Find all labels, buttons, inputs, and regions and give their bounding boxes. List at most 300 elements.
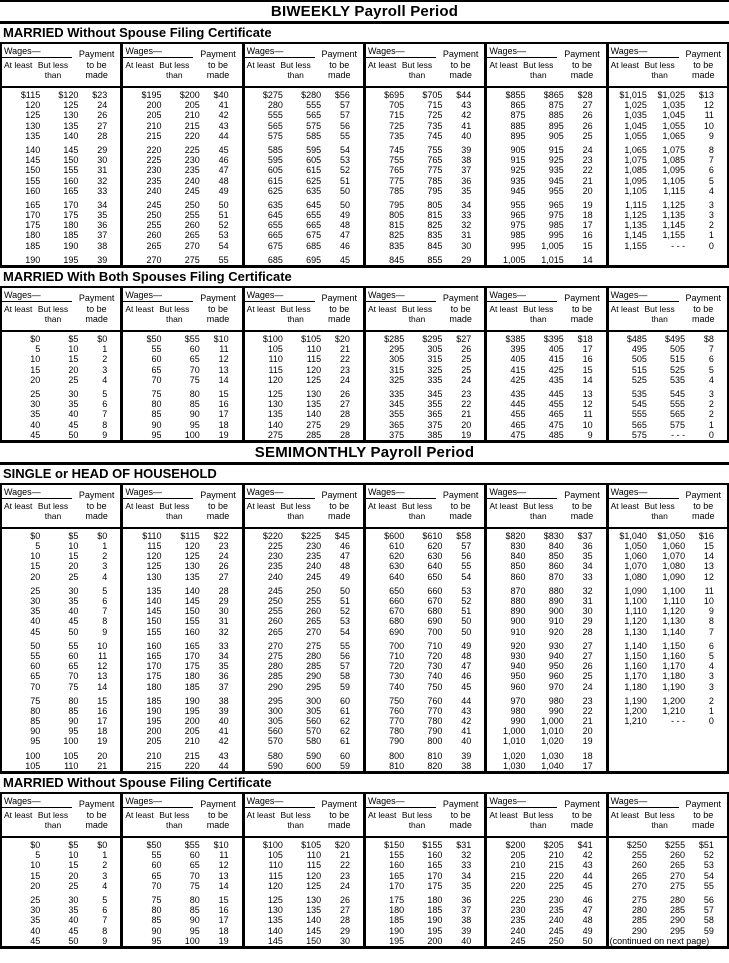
at-least-value: 220 xyxy=(510,880,526,891)
payment-value: 24 xyxy=(339,374,350,385)
payment-value: $13 xyxy=(698,90,714,100)
at-least-value: 85 xyxy=(30,716,41,727)
but-less-value: 1,005 xyxy=(541,240,564,251)
payment-value: 36 xyxy=(582,541,593,552)
payment-value: 29 xyxy=(218,596,229,606)
at-least-value: 1,130 xyxy=(624,626,647,637)
payment-value: 29 xyxy=(339,925,350,936)
wages-header: Wages— xyxy=(2,794,72,808)
wages-header: Wages— xyxy=(487,794,557,808)
at-least-value: 920 xyxy=(510,640,526,651)
at-least-value: 15 xyxy=(30,561,41,572)
at-least-value: 555 xyxy=(631,409,647,420)
but-less-value: 1,160 xyxy=(662,650,686,661)
at-least-value: 265 xyxy=(631,870,647,881)
wage-row xyxy=(123,241,241,251)
at-least-header: At least xyxy=(489,304,518,314)
at-least-header: At least xyxy=(125,810,154,820)
but-less-value: 925 xyxy=(548,155,564,166)
at-least-value: $110 xyxy=(142,530,162,541)
but-less-value: 750 xyxy=(427,681,443,692)
wage-row xyxy=(487,165,605,175)
wage-column-group xyxy=(366,44,487,265)
but-less-value: 625 xyxy=(306,175,322,186)
wage-row xyxy=(366,572,484,582)
at-least-value: 190 xyxy=(389,925,405,936)
payment-value: 30 xyxy=(461,240,472,251)
payment-value: 0 xyxy=(708,716,714,727)
at-least-value: 720 xyxy=(389,661,405,672)
payment-value: 17 xyxy=(218,915,229,926)
column-group-header xyxy=(123,794,241,838)
but-less-value: 990 xyxy=(548,705,564,716)
but-less-value: 35 xyxy=(68,905,79,916)
but-less-value: 570 xyxy=(306,726,322,737)
at-least-value: 1,060 xyxy=(624,551,647,562)
at-least-value: 225 xyxy=(510,894,526,905)
at-least-value: 1,005 xyxy=(503,254,526,265)
but-less-value: 130 xyxy=(306,894,322,905)
payment-value: 45 xyxy=(461,681,472,692)
payment-value: 57 xyxy=(339,100,350,111)
wage-row xyxy=(609,186,727,196)
payment-value: 15 xyxy=(97,695,108,706)
wage-row xyxy=(2,751,120,761)
column-group-body xyxy=(123,88,241,265)
wage-row xyxy=(609,840,727,850)
but-less-value: 590 xyxy=(306,750,322,761)
wages-header: Wages— xyxy=(609,288,679,302)
but-less-value: 1,035 xyxy=(662,100,686,111)
at-least-value: 660 xyxy=(389,596,405,606)
payment-value: 26 xyxy=(461,344,472,355)
payment-value: 54 xyxy=(218,240,229,251)
at-least-value: 215 xyxy=(510,870,526,881)
but-less-value: 30 xyxy=(68,388,79,399)
but-less-value: 80 xyxy=(68,695,79,706)
but-less-value: 125 xyxy=(184,551,200,562)
payment-header: Payment to be made xyxy=(564,490,600,522)
at-least-value: 40 xyxy=(30,616,41,627)
payment-value: 11 xyxy=(97,650,108,661)
payment-value: 6 xyxy=(102,596,108,606)
but-less-value: 50 xyxy=(68,935,79,946)
payment-value: 7 xyxy=(102,606,108,617)
at-least-value: 160 xyxy=(146,640,162,651)
at-least-value: 935 xyxy=(510,175,526,186)
at-least-value: 275 xyxy=(267,650,283,661)
at-least-value: 95 xyxy=(151,935,162,946)
but-less-value: 525 xyxy=(670,364,686,375)
but-less-value: 515 xyxy=(670,354,686,365)
payment-value: 51 xyxy=(461,606,472,617)
payment-value: 19 xyxy=(218,429,229,440)
at-least-value: 1,075 xyxy=(624,155,647,166)
wage-row xyxy=(123,726,241,736)
wage-row xyxy=(366,761,484,771)
at-least-value: 85 xyxy=(151,409,162,420)
payment-value: 5 xyxy=(102,388,108,399)
column-group-body xyxy=(609,88,727,251)
at-least-value: 10 xyxy=(30,551,41,562)
at-least-value: 290 xyxy=(267,681,283,692)
but-less-value: 25 xyxy=(68,571,79,582)
but-less-value: 185 xyxy=(427,905,443,916)
at-least-value: 125 xyxy=(25,110,41,121)
at-least-value: 25 xyxy=(30,894,41,905)
wage-row xyxy=(366,840,484,850)
at-least-value: 250 xyxy=(267,596,283,606)
but-less-value: 135 xyxy=(306,905,322,916)
wage-row xyxy=(366,661,484,671)
at-least-value: 335 xyxy=(389,388,405,399)
but-less-value: 100 xyxy=(184,935,200,946)
column-group-header xyxy=(2,485,120,529)
payment-value: 13 xyxy=(582,388,593,399)
but-less-value: 1,030 xyxy=(541,750,564,761)
at-least-value: 115 xyxy=(268,870,283,881)
wage-row xyxy=(609,551,727,561)
wage-row xyxy=(487,389,605,399)
but-less-value: 645 xyxy=(306,199,322,210)
at-least-value: 950 xyxy=(510,671,526,682)
at-least-value: 270 xyxy=(146,254,162,265)
payment-value: 62 xyxy=(339,726,350,737)
payment-value: 44 xyxy=(461,695,472,706)
payment-value: 2 xyxy=(708,399,714,410)
but-less-value: 635 xyxy=(306,185,322,196)
at-least-value: 160 xyxy=(389,860,405,871)
wage-row xyxy=(2,200,120,210)
wage-row xyxy=(366,334,484,344)
but-less-value: $105 xyxy=(301,840,322,850)
payment-value: 50 xyxy=(461,616,472,627)
wage-row xyxy=(2,210,120,220)
payment-value: 42 xyxy=(218,110,229,121)
wage-row xyxy=(609,121,727,131)
wage-row xyxy=(487,606,605,616)
wage-row xyxy=(123,551,241,561)
at-least-value: 625 xyxy=(267,185,283,196)
but-less-value: 295 xyxy=(670,925,686,936)
at-least-value: 175 xyxy=(25,220,41,231)
payment-value: 18 xyxy=(97,726,108,737)
payment-value: 36 xyxy=(218,671,229,682)
wage-row xyxy=(245,375,363,385)
column-group-header xyxy=(245,485,363,529)
wage-row xyxy=(123,375,241,385)
at-least-value: 270 xyxy=(631,880,647,891)
wage-row xyxy=(2,100,120,110)
at-least-value: 1,210 xyxy=(624,716,647,727)
payment-value: $45 xyxy=(334,530,350,541)
wage-row xyxy=(2,696,120,706)
at-least-value: 120 xyxy=(146,551,162,562)
payment-value: 2 xyxy=(102,551,108,562)
but-less-value: 100 xyxy=(63,736,79,747)
wage-column-group xyxy=(609,794,729,946)
payment-value: 39 xyxy=(461,925,472,936)
payment-value: 24 xyxy=(582,681,593,692)
wage-row xyxy=(366,100,484,110)
payment-value: 7 xyxy=(708,155,714,166)
but-less-than-header: But less than xyxy=(37,810,69,830)
at-least-value: 1,100 xyxy=(624,596,647,606)
at-least-value: 760 xyxy=(389,705,405,716)
but-less-value: 20 xyxy=(68,561,79,572)
at-least-header: At least xyxy=(367,810,397,820)
at-least-value: $100 xyxy=(262,840,283,850)
payment-value: 10 xyxy=(97,640,108,651)
payment-value: 16 xyxy=(97,705,108,716)
payment-value: 21 xyxy=(339,850,350,861)
but-less-value: 960 xyxy=(548,671,564,682)
at-least-value: $200 xyxy=(505,840,526,850)
but-less-value: 200 xyxy=(427,935,443,946)
at-least-value: 880 xyxy=(510,596,526,606)
payment-value: 51 xyxy=(218,210,229,221)
at-least-value: 215 xyxy=(146,130,162,141)
wage-row xyxy=(245,661,363,671)
payment-value: $16 xyxy=(698,530,714,541)
but-less-value: 110 xyxy=(306,344,322,355)
but-less-value: 1,095 xyxy=(662,165,686,176)
but-less-value: 170 xyxy=(427,870,443,881)
wage-row xyxy=(245,409,363,419)
payment-value: 17 xyxy=(582,760,593,771)
at-least-value: 140 xyxy=(267,419,283,430)
payment-value: 22 xyxy=(582,165,593,176)
but-less-value: $610 xyxy=(422,530,443,541)
payment-value: 26 xyxy=(218,561,229,572)
payment-header: Payment to be made xyxy=(321,49,358,81)
wage-row xyxy=(2,860,120,870)
wage-table-0-1 xyxy=(0,288,729,443)
wage-row xyxy=(123,420,241,430)
wage-row xyxy=(2,936,120,946)
payment-value: 23 xyxy=(582,695,593,706)
at-least-value: 970 xyxy=(510,695,526,706)
but-less-value: 870 xyxy=(548,571,564,582)
payment-value: 48 xyxy=(339,220,350,231)
payment-value: 45 xyxy=(582,880,593,891)
but-less-value: 90 xyxy=(189,915,200,926)
but-less-value: 120 xyxy=(306,870,322,881)
at-least-value: $1,015 xyxy=(619,90,647,100)
but-less-value: 170 xyxy=(184,650,200,661)
payment-value: 34 xyxy=(461,199,472,210)
but-less-value: 1,135 xyxy=(662,210,686,221)
at-least-value: 245 xyxy=(267,585,283,596)
but-less-value: $115 xyxy=(180,530,200,541)
but-less-value: 250 xyxy=(184,199,200,210)
payment-value: 6 xyxy=(708,640,714,651)
wage-row xyxy=(487,616,605,626)
wage-row xyxy=(609,616,727,626)
wage-row xyxy=(2,736,120,746)
but-less-value: 65 xyxy=(189,354,200,365)
wage-row xyxy=(366,682,484,692)
but-less-than-header: But less than xyxy=(159,60,190,80)
but-less-value: 70 xyxy=(189,870,200,881)
but-less-value: $5 xyxy=(68,840,79,850)
payment-value: 24 xyxy=(97,100,108,111)
at-least-value: 150 xyxy=(25,165,41,176)
column-group-header xyxy=(2,794,120,838)
but-less-value: 535 xyxy=(670,374,686,385)
payment-header: Payment to be made xyxy=(442,490,479,522)
payment-value: $44 xyxy=(456,90,472,100)
payment-value: $27 xyxy=(456,334,472,344)
at-least-value: 175 xyxy=(389,894,405,905)
wage-row xyxy=(245,365,363,375)
wage-row xyxy=(245,541,363,551)
wage-row xyxy=(366,551,484,561)
but-less-value: 1,115 xyxy=(663,185,686,196)
payment-value: 13 xyxy=(703,561,714,572)
but-less-value: 40 xyxy=(68,409,79,420)
payment-value: 20 xyxy=(582,185,593,196)
payment-value: 62 xyxy=(339,716,350,727)
but-less-value: $205 xyxy=(543,840,564,850)
at-least-value: 140 xyxy=(146,596,162,606)
at-least-value: 240 xyxy=(146,185,162,196)
wage-row xyxy=(609,682,727,692)
at-least-value: 55 xyxy=(30,650,41,661)
but-less-value: 160 xyxy=(63,175,79,186)
at-least-value: 1,135 xyxy=(624,220,647,231)
wage-row xyxy=(123,399,241,409)
but-less-value: 565 xyxy=(670,409,686,420)
at-least-value: 280 xyxy=(631,905,647,916)
wage-row xyxy=(123,871,241,881)
but-less-value: 175 xyxy=(184,661,200,672)
at-least-value: 865 xyxy=(510,100,526,111)
but-less-value: 1,120 xyxy=(662,606,686,617)
but-less-value: $5 xyxy=(68,530,79,541)
but-less-value: 175 xyxy=(427,880,443,891)
wage-column-group xyxy=(123,288,244,440)
wage-row xyxy=(2,344,120,354)
wage-row xyxy=(245,905,363,915)
at-least-value: 185 xyxy=(389,915,405,926)
wage-row xyxy=(609,641,727,651)
but-less-value: 230 xyxy=(306,541,322,552)
wage-row xyxy=(487,871,605,881)
but-less-value: 805 xyxy=(427,199,443,210)
at-least-value: 260 xyxy=(146,230,162,241)
payment-value: 51 xyxy=(339,596,350,606)
payment-value: 8 xyxy=(102,616,108,627)
payment-value: 35 xyxy=(461,185,472,196)
but-less-value: 85 xyxy=(68,705,79,716)
payment-value: 50 xyxy=(461,626,472,637)
payment-value: 55 xyxy=(218,254,229,265)
payment-value: 13 xyxy=(97,671,108,682)
at-least-value: 585 xyxy=(267,144,283,155)
but-less-value: 950 xyxy=(548,661,564,672)
payment-value: 16 xyxy=(218,905,229,916)
at-least-value: 145 xyxy=(25,155,41,166)
wage-row xyxy=(366,716,484,726)
wage-row xyxy=(123,176,241,186)
payment-value: 56 xyxy=(703,894,714,905)
but-less-value: - - - xyxy=(671,240,686,251)
but-less-value: 90 xyxy=(68,716,79,727)
payment-value: $20 xyxy=(334,334,350,344)
payment-value: 27 xyxy=(582,640,593,651)
but-less-value: 640 xyxy=(427,561,443,572)
payment-value: 25 xyxy=(461,354,472,365)
wage-row xyxy=(245,926,363,936)
at-least-value: 745 xyxy=(389,144,405,155)
at-least-value: 425 xyxy=(510,374,526,385)
wage-row xyxy=(123,220,241,230)
column-group-header xyxy=(123,44,241,88)
wage-row xyxy=(2,616,120,626)
but-less-value: $5 xyxy=(68,334,79,344)
at-least-value: 135 xyxy=(267,409,283,420)
but-less-value: 760 xyxy=(427,695,443,706)
but-less-value: 130 xyxy=(184,561,200,572)
at-least-value: 840 xyxy=(510,551,526,562)
payment-value: 36 xyxy=(97,220,108,231)
payment-value: 20 xyxy=(582,726,593,737)
but-less-value: 195 xyxy=(427,925,443,936)
but-less-value: 720 xyxy=(427,650,443,661)
but-less-value: 1,170 xyxy=(662,661,686,672)
payment-value: 44 xyxy=(582,870,593,881)
wage-row xyxy=(2,551,120,561)
wage-row xyxy=(123,696,241,706)
but-less-value: 220 xyxy=(548,870,564,881)
but-less-value: 285 xyxy=(306,661,322,672)
wage-row xyxy=(366,706,484,716)
at-least-header: At least xyxy=(4,304,33,314)
wage-row xyxy=(366,176,484,186)
wage-row xyxy=(487,696,605,706)
wage-row xyxy=(123,641,241,651)
wage-column-group xyxy=(0,485,123,771)
at-least-value: 110 xyxy=(268,354,283,365)
at-least-header: At least xyxy=(610,304,639,314)
at-least-value: 65 xyxy=(151,870,162,881)
wage-row xyxy=(2,241,120,251)
at-least-value: 1,160 xyxy=(624,661,647,672)
at-least-value: 245 xyxy=(510,935,526,946)
wage-row xyxy=(609,131,727,141)
but-less-value: 155 xyxy=(63,165,79,176)
at-least-value: 1,025 xyxy=(624,100,647,111)
payment-value: 56 xyxy=(339,120,350,131)
payment-value: 33 xyxy=(582,571,593,582)
payment-value: 35 xyxy=(582,551,593,562)
but-less-value: 740 xyxy=(427,671,443,682)
at-least-value: $250 xyxy=(626,840,647,850)
wages-header: Wages— xyxy=(366,485,436,499)
at-least-value: 35 xyxy=(30,915,41,926)
payment-value: 53 xyxy=(339,155,350,166)
payment-value: 31 xyxy=(582,596,593,606)
wage-row xyxy=(366,375,484,385)
but-less-value: $280 xyxy=(301,90,322,100)
but-less-value: 275 xyxy=(306,640,322,651)
at-least-header: At least xyxy=(125,304,154,314)
at-least-value: $195 xyxy=(141,90,162,100)
wage-row xyxy=(366,881,484,891)
payment-value: 13 xyxy=(218,870,229,881)
wage-row xyxy=(366,596,484,606)
